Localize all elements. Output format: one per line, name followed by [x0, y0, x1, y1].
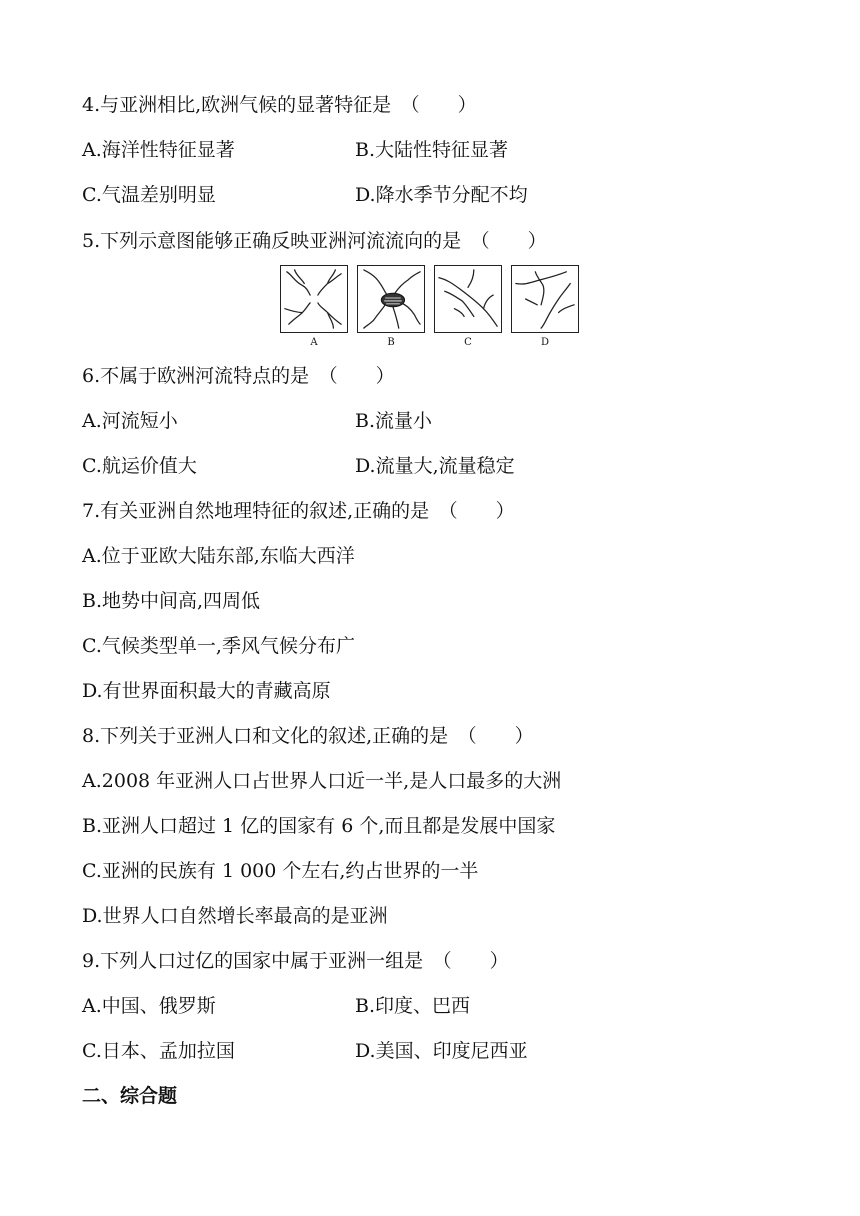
question-6-option-c: C.航运价值大 — [82, 455, 197, 477]
figure-panel-a — [280, 265, 348, 333]
question-9-option-b: B.印度、巴西 — [355, 995, 471, 1017]
figure-panel-c — [434, 265, 502, 333]
question-6-option-a: A.河流短小 — [82, 410, 178, 432]
question-6-option-d: D.流量大,流量稳定 — [355, 455, 515, 477]
section-heading: 二、综合题 — [82, 1085, 178, 1107]
question-9-option-c: C.日本、孟加拉国 — [82, 1040, 235, 1062]
question-7-option-c: C.气候类型单一,季风气候分布广 — [82, 635, 355, 657]
question-9-option-d: D.美国、印度尼西亚 — [355, 1040, 528, 1062]
question-8-option-c: C.亚洲的民族有 1 000 个左右,约占世界的一半 — [82, 860, 479, 882]
question-4-stem: 4.与亚洲相比,欧洲气候的显著特征是 （ ） — [82, 94, 477, 116]
question-6-stem: 6.不属于欧洲河流特点的是 （ ） — [82, 365, 395, 387]
question-4-option-c: C.气温差别明显 — [82, 184, 216, 206]
question-6-option-b: B.流量小 — [355, 410, 433, 432]
question-9-option-a: A.中国、俄罗斯 — [82, 995, 216, 1017]
figure-label-c: C — [464, 337, 472, 348]
figure-panel-d — [511, 265, 579, 333]
question-8-option-d: D.世界人口自然增长率最高的是亚洲 — [82, 905, 388, 927]
figure-label-b: B — [387, 337, 395, 348]
question-4-option-d: D.降水季节分配不均 — [355, 184, 528, 206]
figure-label-a: A — [310, 337, 318, 348]
question-7-option-d: D.有世界面积最大的青藏高原 — [82, 680, 331, 702]
question-8-stem: 8.下列关于亚洲人口和文化的叙述,正确的是 （ ） — [82, 725, 534, 747]
figure-panel-b — [357, 265, 425, 333]
question-9-stem: 9.下列人口过亿的国家中属于亚洲一组是 （ ） — [82, 950, 509, 972]
question-7-stem: 7.有关亚洲自然地理特征的叙述,正确的是 （ ） — [82, 500, 515, 522]
question-8-option-a: A.2008 年亚洲人口占世界人口近一半,是人口最多的大洲 — [82, 770, 562, 792]
figure-label-d: D — [540, 337, 550, 348]
river-direction-figure — [280, 265, 582, 355]
question-8-option-b: B.亚洲人口超过 1 亿的国家有 6 个,而且都是发展中国家 — [82, 815, 556, 837]
question-4-option-b: B.大陆性特征显著 — [355, 139, 509, 161]
question-7-option-b: B.地势中间高,四周低 — [82, 590, 261, 612]
question-4-option-a: A.海洋性特征显著 — [82, 139, 235, 161]
question-5-stem: 5.下列示意图能够正确反映亚洲河流流向的是 （ ） — [82, 230, 547, 252]
question-7-option-a: A.位于亚欧大陆东部,东临大西洋 — [82, 545, 355, 567]
